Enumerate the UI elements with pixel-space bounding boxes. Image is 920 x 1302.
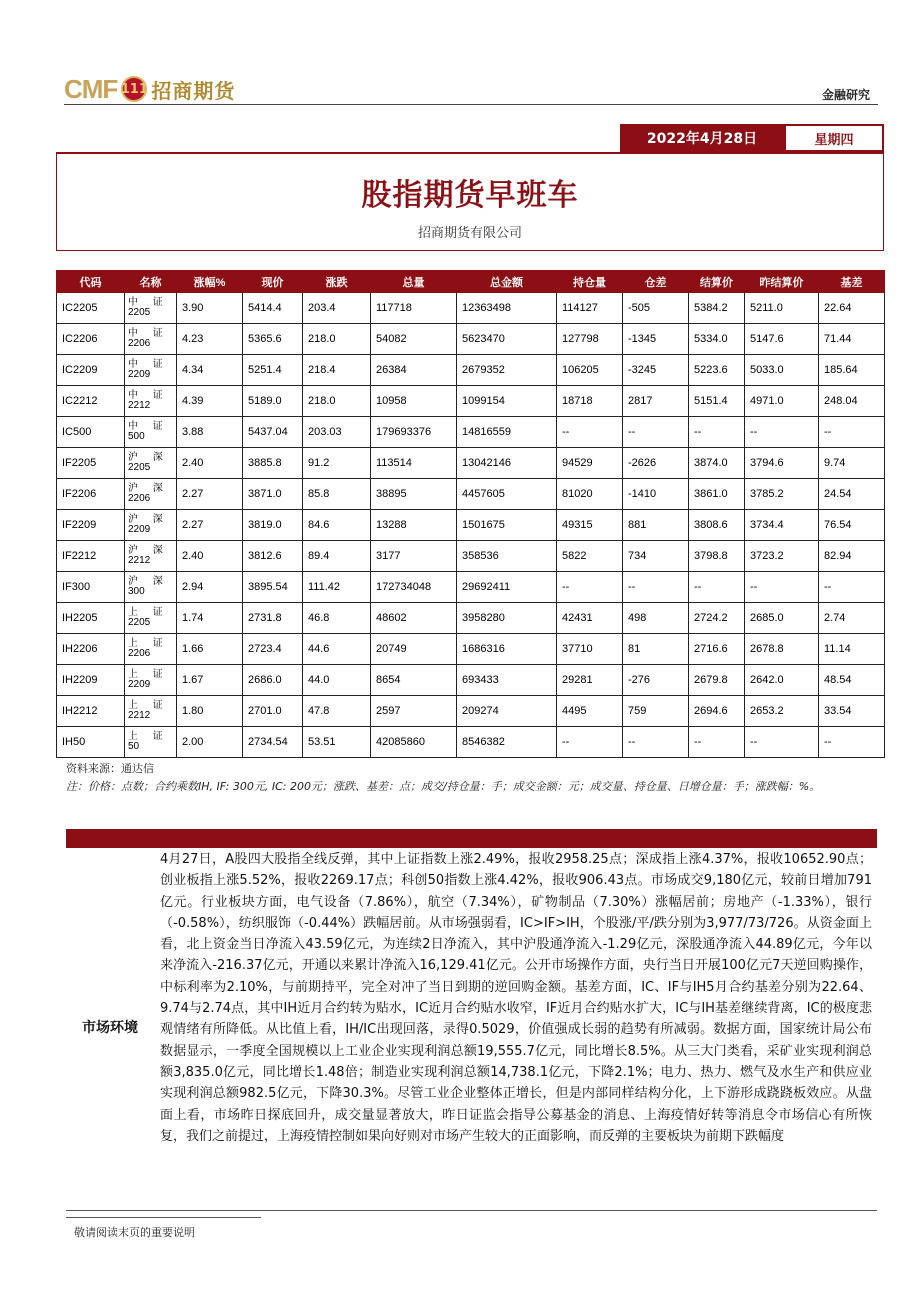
col-header-change-pct: 涨幅% (177, 271, 243, 293)
cell-amount: 14816559 (457, 417, 557, 448)
market-environment-text: 4月27日，A股四大股指全线反弹，其中上证指数上涨2.49%，报收2958.25点；深成指上涨4.37%，报收10652.90点；创业板指上涨5.52%，报收2269.17点；科创50指数上涨4.42%，报收906.43点。市场成交9,180亿元，较前日增加791亿元。行业板块方面，电气设备（7.86%），航空（7.34%），矿物制品（7.30%）涨幅居前；房地产（-1.33%），银行（-0.58%），纺织服饰（-0.44%）跌幅居前。从市场强弱看，IC>IF>IH，个股涨/平/跌分别为3,977/73/726。从资金面上看，北上资金当日净流入43.59亿元，为连续2日净流入，其中沪股通净流入-1.29亿元，深股通净流入44.89亿元，今年以来净流入-216.37亿元，开通以来累计净流入16,129.41亿元。公开市场操作方面，央行当日开展100亿元7天逆回购操作，中标利率为2.10%，与前期持平，完全对冲了当日到期的逆回购金额。基差方面，IC、IF与IH5月合约基差分别为22.64、9.74与2.74点，其中IH近月合约转为贴水，IC近月合约贴水收窄，IF近月合约贴水扩大，IC与IH基差继续背离，IC的极度悲观情绪有所降低。从比值上看，IH/IC出现回落，录得0.5029，价值强成长弱的趋势有所减弱。数据方面，国家统计局公布数据显示，一季度全国规模以上工业企业实现利润总额19,555.7亿元，同比增长8.5%。从三大门类看，采矿业实现利润总额3,835.0亿元，同比增长1.48倍；制造业实现利润总额14,738.1亿元，下降2.1%；电力、热力、燃气及水生产和供应业实现利润总额982.5亿元，下降30.3%。尽管工业企业整体正增长，但是内部同样结构分化，上下游形成跷跷板效应。从盘面上看，市场昨日探底回升，成交量显著放大，昨日证监会指导公募基金的消息、上海疫情好转等消息令市场信心有所恢复，我们之前提过，上海疫情控制如果向好则对市场产生较大的正面影响，而反弹的主要板块为前期下跌幅度 (160, 852, 872, 1144)
cell-change-pct: 1.74 (177, 603, 243, 634)
cell-settle: 3808.6 (689, 510, 745, 541)
cell-volume: 42085860 (371, 727, 457, 758)
cell-open-interest: 18718 (557, 386, 623, 417)
cell-settle: 2694.6 (689, 696, 745, 727)
cell-basis: 185.64 (819, 355, 885, 386)
footer-disclaimer: 敬请阅读末页的重要说明 (74, 1226, 195, 1239)
cell-open-interest: 81020 (557, 479, 623, 510)
col-header-volume: 总量 (371, 271, 457, 293)
cell-oi-change: 759 (623, 696, 689, 727)
cell-name-month: 2212 (128, 710, 151, 721)
cell-prev-settle: 5147.6 (745, 324, 819, 355)
cell-open-interest: 49315 (557, 510, 623, 541)
cell-prev-settle: 3785.2 (745, 479, 819, 510)
cell-code: IH2209 (57, 665, 125, 696)
table-row (57, 479, 885, 510)
cell-prev-settle: 5033.0 (745, 355, 819, 386)
cell-basis: -- (819, 727, 885, 758)
cell-change: 91.2 (303, 448, 371, 479)
cell-name-month: 500 (128, 431, 145, 442)
cell-code: IF2212 (57, 541, 125, 572)
cell-change-pct: 2.94 (177, 572, 243, 603)
cell-volume: 117718 (371, 293, 457, 324)
cell-oi-change: 881 (623, 510, 689, 541)
cell-name-month: 2209 (128, 524, 151, 535)
cell-amount: 8546382 (457, 727, 557, 758)
cell-price: 3871.0 (243, 479, 303, 510)
header-divider (64, 104, 878, 105)
cell-amount: 13042146 (457, 448, 557, 479)
cell-price: 5414.4 (243, 293, 303, 324)
cell-code: IF2206 (57, 479, 125, 510)
col-header-basis: 基差 (819, 271, 885, 293)
cell-name-index: 中 证 (128, 359, 169, 370)
cell-settle: 3798.8 (689, 541, 745, 572)
cell-name (125, 696, 177, 727)
cell-change: 218.0 (303, 386, 371, 417)
cell-settle: -- (689, 727, 745, 758)
cell-name-index: 上 证 (128, 700, 169, 711)
cell-open-interest: 4495 (557, 696, 623, 727)
cell-settle: 2679.8 (689, 665, 745, 696)
cell-name (125, 324, 177, 355)
cell-open-interest: -- (557, 727, 623, 758)
cell-name-index: 沪 深 (128, 452, 169, 463)
cell-name-index: 沪 深 (128, 514, 169, 525)
cell-amount: 29692411 (457, 572, 557, 603)
cell-name-index: 上 证 (128, 669, 169, 680)
cell-name (125, 417, 177, 448)
cell-prev-settle: 2642.0 (745, 665, 819, 696)
cell-prev-settle: -- (745, 727, 819, 758)
col-header-price: 现价 (243, 271, 303, 293)
cell-settle: 5223.6 (689, 355, 745, 386)
cell-price: 3885.8 (243, 448, 303, 479)
cell-code: IF300 (57, 572, 125, 603)
cell-name-month: 2205 (128, 307, 151, 318)
cell-open-interest: -- (557, 572, 623, 603)
cell-amount: 1686316 (457, 634, 557, 665)
table-row (57, 448, 885, 479)
cell-change: 44.0 (303, 665, 371, 696)
cell-volume: 48602 (371, 603, 457, 634)
cell-amount: 5623470 (457, 324, 557, 355)
cell-oi-change: 81 (623, 634, 689, 665)
cell-open-interest: -- (557, 417, 623, 448)
cell-name (125, 293, 177, 324)
cell-basis: 22.64 (819, 293, 885, 324)
cell-name (125, 479, 177, 510)
cell-price: 2731.8 (243, 603, 303, 634)
cell-basis: 248.04 (819, 386, 885, 417)
cell-name (125, 727, 177, 758)
cell-prev-settle: 3734.4 (745, 510, 819, 541)
cell-amount: 693433 (457, 665, 557, 696)
cell-name-index: 沪 深 (128, 545, 169, 556)
cell-name-month: 2205 (128, 462, 151, 473)
cell-name-index: 中 证 (128, 297, 169, 308)
cell-open-interest: 42431 (557, 603, 623, 634)
cell-open-interest: 5822 (557, 541, 623, 572)
cell-change-pct: 2.27 (177, 479, 243, 510)
col-header-name: 名称 (125, 271, 177, 293)
cell-code: IC500 (57, 417, 125, 448)
logo-cmf-text: CMF (64, 73, 118, 104)
cell-prev-settle: -- (745, 417, 819, 448)
cell-change: 111.42 (303, 572, 371, 603)
cell-oi-change: -276 (623, 665, 689, 696)
cell-name (125, 355, 177, 386)
cell-name-month: 2212 (128, 555, 151, 566)
cell-name (125, 510, 177, 541)
cell-volume: 2597 (371, 696, 457, 727)
cell-volume: 54082 (371, 324, 457, 355)
cell-code: IF2209 (57, 510, 125, 541)
cell-volume: 3177 (371, 541, 457, 572)
cell-open-interest: 37710 (557, 634, 623, 665)
section-band (66, 829, 877, 848)
cell-name (125, 603, 177, 634)
cell-change-pct: 2.40 (177, 541, 243, 572)
cell-volume: 26384 (371, 355, 457, 386)
cell-amount: 12363498 (457, 293, 557, 324)
cell-volume: 179693376 (371, 417, 457, 448)
cell-volume: 38895 (371, 479, 457, 510)
cell-volume: 20749 (371, 634, 457, 665)
market-environment-label: 市场环境 (82, 1019, 138, 1036)
cell-price: 2701.0 (243, 696, 303, 727)
cell-oi-change: -3245 (623, 355, 689, 386)
cell-basis: 71.44 (819, 324, 885, 355)
cell-price: 2686.0 (243, 665, 303, 696)
cell-name-month: 2205 (128, 617, 151, 628)
cell-oi-change: -- (623, 572, 689, 603)
cell-oi-change: -1345 (623, 324, 689, 355)
cell-change: 218.0 (303, 324, 371, 355)
cell-price: 5437.04 (243, 417, 303, 448)
cell-code: IH2212 (57, 696, 125, 727)
cell-settle: 5334.0 (689, 324, 745, 355)
cell-prev-settle: 3794.6 (745, 448, 819, 479)
table-row (57, 355, 885, 386)
table-row (57, 727, 885, 758)
table-row (57, 665, 885, 696)
cell-change-pct: 3.90 (177, 293, 243, 324)
cell-name-index: 沪 深 (128, 483, 169, 494)
cell-name (125, 572, 177, 603)
cell-price: 2723.4 (243, 634, 303, 665)
cell-code: IH50 (57, 727, 125, 758)
cell-name-month: 2209 (128, 679, 151, 690)
cell-settle: 2724.2 (689, 603, 745, 634)
cell-name-index: 上 证 (128, 638, 169, 649)
cell-open-interest: 29281 (557, 665, 623, 696)
cell-change-pct: 2.40 (177, 448, 243, 479)
cell-name-index: 中 证 (128, 390, 169, 401)
cell-name-index: 上 证 (128, 607, 169, 618)
col-header-change: 涨跌 (303, 271, 371, 293)
company-logo (64, 72, 235, 106)
cell-name-month: 2206 (128, 338, 151, 349)
report-date: 2022年4月28日 (620, 124, 784, 152)
cell-change: 53.51 (303, 727, 371, 758)
cell-volume: 113514 (371, 448, 457, 479)
cell-change: 44.6 (303, 634, 371, 665)
page-title: 股指期货早班车 (361, 178, 579, 213)
cell-price: 3812.6 (243, 541, 303, 572)
cell-code: IC2209 (57, 355, 125, 386)
cell-name (125, 665, 177, 696)
cell-change-pct: 1.67 (177, 665, 243, 696)
cell-name-index: 中 证 (128, 421, 169, 432)
cell-change: 89.4 (303, 541, 371, 572)
cell-amount: 4457605 (457, 479, 557, 510)
cell-amount: 3958280 (457, 603, 557, 634)
col-header-oi-change: 仓差 (623, 271, 689, 293)
cell-open-interest: 94529 (557, 448, 623, 479)
cell-change: 84.6 (303, 510, 371, 541)
report-weekday: 星期四 (784, 124, 884, 152)
cell-change-pct: 1.80 (177, 696, 243, 727)
section-bottom-rule (66, 1210, 877, 1211)
cell-name-month: 50 (128, 741, 140, 752)
cell-open-interest: 114127 (557, 293, 623, 324)
cell-prev-settle: 2653.2 (745, 696, 819, 727)
cell-code: IC2206 (57, 324, 125, 355)
cell-change-pct: 4.34 (177, 355, 243, 386)
cell-volume: 172734048 (371, 572, 457, 603)
cell-change-pct: 4.23 (177, 324, 243, 355)
cell-change-pct: 2.00 (177, 727, 243, 758)
cell-basis: 24.54 (819, 479, 885, 510)
cell-volume: 13288 (371, 510, 457, 541)
cell-code: IC2205 (57, 293, 125, 324)
cell-name-month: 2206 (128, 648, 151, 659)
cell-settle: 3861.0 (689, 479, 745, 510)
cell-change-pct: 3.88 (177, 417, 243, 448)
cell-price: 3819.0 (243, 510, 303, 541)
cell-oi-change: 498 (623, 603, 689, 634)
data-source: 资料来源：通达信 (66, 762, 154, 775)
col-header-open-interest: 持仓量 (557, 271, 623, 293)
cell-change: 203.4 (303, 293, 371, 324)
cell-oi-change: 734 (623, 541, 689, 572)
cell-volume: 10958 (371, 386, 457, 417)
table-row (57, 386, 885, 417)
footer-rule (66, 1217, 261, 1218)
cell-change-pct: 2.27 (177, 510, 243, 541)
cell-amount: 2679352 (457, 355, 557, 386)
cell-basis: 2.74 (819, 603, 885, 634)
cell-change: 203.03 (303, 417, 371, 448)
cell-name-month: 2209 (128, 369, 151, 380)
company-name: 招商期货有限公司 (417, 226, 522, 241)
cell-basis: 48.54 (819, 665, 885, 696)
cell-oi-change: 2817 (623, 386, 689, 417)
cell-oi-change: -- (623, 417, 689, 448)
cell-oi-change: -2626 (623, 448, 689, 479)
cell-amount: 358536 (457, 541, 557, 572)
table-row (57, 696, 885, 727)
cell-prev-settle: 2685.0 (745, 603, 819, 634)
col-header-settle: 结算价 (689, 271, 745, 293)
table-row (57, 603, 885, 634)
logo-seal-icon: 111 (121, 76, 147, 102)
cell-change: 218.4 (303, 355, 371, 386)
cell-amount: 1501675 (457, 510, 557, 541)
cell-basis: 82.94 (819, 541, 885, 572)
cell-name-index: 中 证 (128, 328, 169, 339)
table-row (57, 541, 885, 572)
cell-price: 5251.4 (243, 355, 303, 386)
cell-prev-settle: 3723.2 (745, 541, 819, 572)
col-header-code: 代码 (57, 271, 125, 293)
title-box (56, 152, 884, 251)
cell-change: 85.8 (303, 479, 371, 510)
cell-settle: -- (689, 572, 745, 603)
cell-change-pct: 4.39 (177, 386, 243, 417)
cell-price: 2734.54 (243, 727, 303, 758)
table-row (57, 293, 885, 324)
cell-name-month: 2212 (128, 400, 151, 411)
cell-price: 5189.0 (243, 386, 303, 417)
logo-company-name: 招商期货 (151, 78, 236, 103)
cell-code: IF2205 (57, 448, 125, 479)
cell-basis: 9.74 (819, 448, 885, 479)
cell-code: IH2205 (57, 603, 125, 634)
cell-code: IH2206 (57, 634, 125, 665)
table-row (57, 510, 885, 541)
cell-change-pct: 1.66 (177, 634, 243, 665)
cell-prev-settle: -- (745, 572, 819, 603)
cell-name-index: 上 证 (128, 731, 169, 742)
cell-name-index: 沪 深 (128, 576, 169, 587)
cell-price: 3895.54 (243, 572, 303, 603)
cell-name (125, 634, 177, 665)
col-header-amount: 总金额 (457, 271, 557, 293)
table-header-row (57, 271, 885, 293)
cell-oi-change: -505 (623, 293, 689, 324)
cell-change: 47.8 (303, 696, 371, 727)
futures-quote-table (56, 270, 885, 758)
cell-oi-change: -1410 (623, 479, 689, 510)
table-body (57, 293, 885, 758)
cell-name (125, 386, 177, 417)
cell-open-interest: 106205 (557, 355, 623, 386)
cell-basis: -- (819, 417, 885, 448)
cell-basis: 76.54 (819, 510, 885, 541)
cell-name-month: 2206 (128, 493, 151, 504)
cell-code: IC2212 (57, 386, 125, 417)
cell-amount: 1099154 (457, 386, 557, 417)
cell-volume: 8654 (371, 665, 457, 696)
cell-settle: 5151.4 (689, 386, 745, 417)
table-row (57, 572, 885, 603)
table-row (57, 634, 885, 665)
cell-basis: 11.14 (819, 634, 885, 665)
cell-open-interest: 127798 (557, 324, 623, 355)
cell-change: 46.8 (303, 603, 371, 634)
department-label: 金融研究 (821, 88, 870, 102)
cell-oi-change: -- (623, 727, 689, 758)
cell-prev-settle: 4971.0 (745, 386, 819, 417)
cell-price: 5365.6 (243, 324, 303, 355)
cell-amount: 209274 (457, 696, 557, 727)
cell-name-month: 300 (128, 586, 145, 597)
cell-settle: -- (689, 417, 745, 448)
cell-name (125, 541, 177, 572)
cell-basis: -- (819, 572, 885, 603)
cell-settle: 3874.0 (689, 448, 745, 479)
col-header-prev-settle: 昨结算价 (745, 271, 819, 293)
cell-settle: 2716.6 (689, 634, 745, 665)
table-note: 注：价格：点数；合约乘数IH, IF: 300元, IC: 200元；涨跌、基差：点；成交/持仓量：手；成交金额：元；成交量、持仓量、日增仓量：手；涨跌幅：%。 (66, 780, 821, 793)
cell-prev-settle: 2678.8 (745, 634, 819, 665)
cell-settle: 5384.2 (689, 293, 745, 324)
cell-prev-settle: 5211.0 (745, 293, 819, 324)
table-row (57, 417, 885, 448)
cell-name (125, 448, 177, 479)
table-row (57, 324, 885, 355)
cell-basis: 33.54 (819, 696, 885, 727)
